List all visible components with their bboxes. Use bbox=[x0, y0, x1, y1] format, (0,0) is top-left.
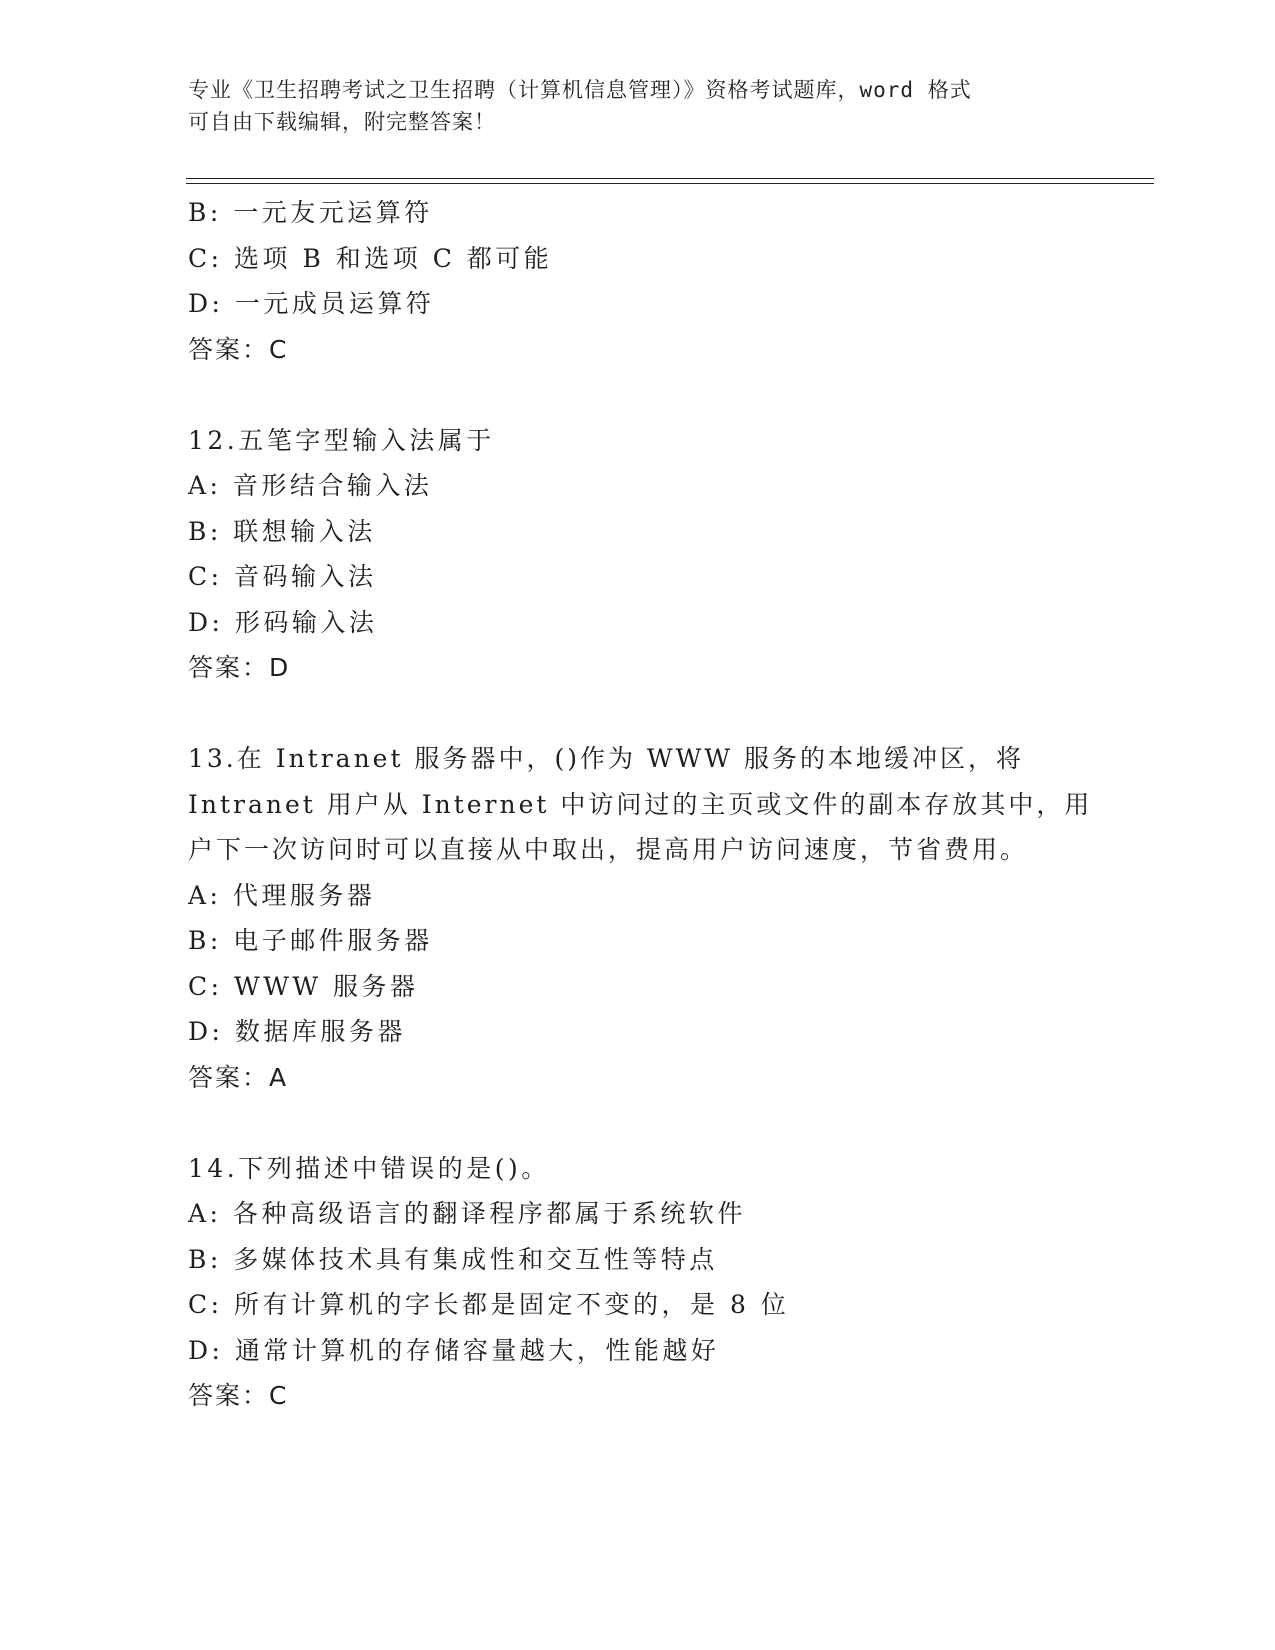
answer: 答案：C bbox=[188, 334, 289, 364]
question-stem-line-1: 13.在 Intranet 服务器中，()作为 WWW 服务的本地缓冲区，将 bbox=[188, 744, 1024, 773]
question-14 bbox=[188, 1146, 1088, 1419]
option-d: D: 数据库服务器 bbox=[188, 1017, 406, 1046]
option-c: C: 音码输入法 bbox=[188, 562, 377, 591]
option-b: B: 一元友元运算符 bbox=[188, 198, 433, 227]
question-13 bbox=[188, 736, 1093, 1100]
spacer bbox=[188, 691, 1088, 737]
answer: 答案：D bbox=[188, 653, 291, 682]
document-header bbox=[188, 74, 1088, 138]
option-c: C: 所有计算机的字长都是固定不变的，是 8 位 bbox=[188, 1290, 790, 1319]
question-content bbox=[188, 190, 1093, 1419]
header-divider-bottom bbox=[186, 183, 1154, 184]
option-d: D: 一元成员运算符 bbox=[188, 289, 435, 318]
header-divider-top bbox=[186, 178, 1154, 179]
header-line-1: 专业《卫生招聘考试之卫生招聘（计算机信息管理）》资格考试题库，word 格式 bbox=[188, 78, 972, 102]
spacer bbox=[188, 372, 1088, 418]
spacer bbox=[188, 1100, 1088, 1146]
option-d: D: 形码输入法 bbox=[188, 607, 378, 637]
option-a: A: 音形结合输入法 bbox=[188, 471, 433, 500]
question-stem-line-2: Intranet 用户从 Internet 中访问过的主页或文件的副本存放其中，用 bbox=[188, 789, 1093, 819]
question-stem: 12.五笔字型输入法属于 bbox=[188, 425, 495, 455]
option-c: C: 选项 B 和选项 C 都可能 bbox=[188, 243, 553, 273]
option-b: B: 多媒体技术具有集成性和交互性等特点 bbox=[188, 1244, 718, 1274]
option-d: D: 通常计算机的存储容量越大，性能越好 bbox=[188, 1335, 720, 1365]
option-a: A: 代理服务器 bbox=[188, 880, 376, 910]
option-b: B: 电子邮件服务器 bbox=[188, 926, 433, 955]
question-12 bbox=[188, 418, 1088, 691]
question-stem: 14.下列描述中错误的是()。 bbox=[188, 1153, 550, 1183]
option-a: A: 各种高级语言的翻译程序都属于系统软件 bbox=[188, 1199, 746, 1228]
answer: 答案：A bbox=[188, 1062, 289, 1092]
question-11-tail bbox=[188, 190, 1088, 372]
option-c: C: WWW 服务器 bbox=[188, 971, 419, 1001]
question-stem-line-3: 户下一次访问时可以直接从中取出，提高用户访问速度，节省费用。 bbox=[188, 835, 1029, 864]
header-line-2: 可自由下载编辑，附完整答案！ bbox=[188, 110, 496, 134]
option-b: B: 联想输入法 bbox=[188, 516, 376, 546]
answer: 答案：C bbox=[188, 1381, 289, 1410]
